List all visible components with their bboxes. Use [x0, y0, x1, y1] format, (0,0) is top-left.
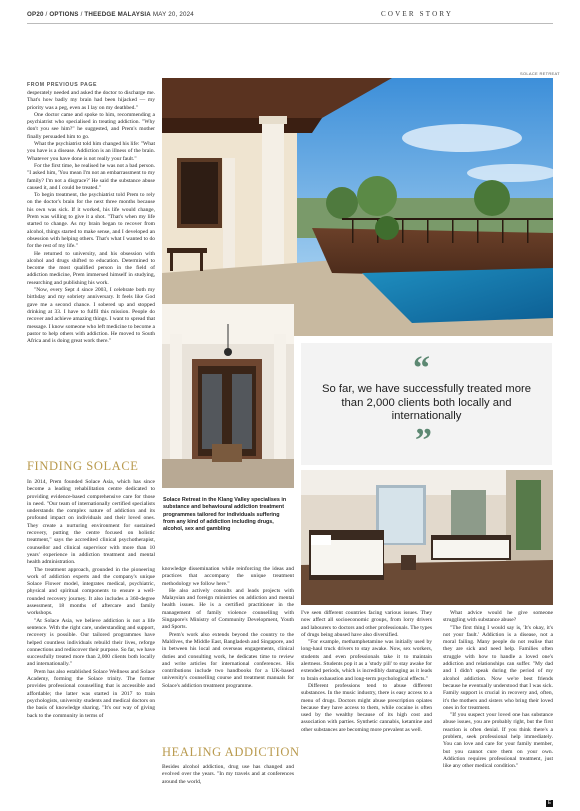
subheading-finding-solace: FINDING SOLACE — [27, 459, 139, 473]
photo-caption: Solace Retreat in the Klang Valley specialises in substance and behavioural addiction treatment programmes tailored for individuals suffering from any kind of addiction including drugs, alcohol, sex and gambling — [163, 497, 287, 533]
section-name: OPTIONS — [49, 11, 79, 18]
publication-name: THEEDGE MALAYSIA — [84, 11, 151, 18]
paragraph: Prem's work also extends beyond the country to the Maldives, the Middle East, Bangladesh and Singapore, and in between his local and overseas engagements, clinical duties and consulting work, he dedicates time to review and write articles for international conferences. His contributions include two handbooks for a UK-based university's counselling course and treatment manuals for Solace's addiction treatment programme. — [162, 631, 294, 689]
article-column-1a — [27, 90, 155, 456]
section-category: COVER STORY — [381, 10, 454, 18]
article-column-2b — [162, 764, 294, 810]
paragraph: He returned to university, and his obsession with alcohol and drugs shifted to education. Determined to become the most qualified person in the field of addiction medicine, Prem immersed himself in studying, researching and publishing his work. — [27, 250, 155, 286]
article-column-1b — [27, 479, 155, 809]
paragraph: "The first thing I would say is, 'It's okay, it's not your fault.' Addiction is a disease, not a moral failing. Many people do not realise that they are sick and need help. Families often struggle with how to handle a loved one's addiction and relationships can suffer. "My dad and I didn't speak during the period of my alcohol addiction. Now we're best friends because he eventually understood that I was sick. Family support is crucial in recovery and, often, it's the mothers and sisters who bring their loved ones in for treatment. — [443, 624, 553, 711]
close-quote-icon: ” — [415, 422, 432, 459]
retreat-entrance-photo — [162, 304, 294, 488]
pull-quote-text: So far, we have successfully treated more than 2,000 clients both locally and internationally — [321, 383, 532, 423]
page-header-left: OP20 / OPTIONS / THEEDGE MALAYSIA MAY 20, 2024 — [27, 11, 194, 18]
photo-credit: SOLACE RETREAT — [520, 71, 560, 76]
paragraph: desperately needed and asked the doctor to discharge me. That's how badly my brain had been hijacked — my priority was a peg, even as I lay on my deathbed." — [27, 90, 155, 111]
end-of-story-mark: E — [547, 800, 552, 806]
paragraph: One doctor came and spoke to him, recommending a psychiatrist who specialised in treating addiction. "Why don't you see him?" he suggested, and Prem's mother finally persuaded him to go. — [27, 111, 155, 140]
paragraph: I've seen different countries facing various issues. They now affect all socioeconomic groups, from lorry drivers and labourers to doctors and other professionals. The types of drugs being abused have also diversified. — [301, 610, 432, 638]
paragraph: To begin treatment, the psychiatrist told Prem to rely on the doctor's brain for the next three months because his own was sick. If it worked, his life would change, Prem was willing to give it a shot. "That's when my life started to change. As my brain began to recover from alcohol, things started to make sense, and I developed an obsession with helping others. That's what I wanted to do for the rest of my life." — [27, 192, 155, 250]
article-column-4 — [443, 610, 553, 810]
open-quote-icon: “ — [413, 350, 430, 387]
paragraph: What the psychiatrist told him changed his life: "What you have is a disease. Addiction is an illness of the brain. Whatever you have done is not really your fault." — [27, 141, 155, 162]
paragraph: "For example, methamphetamine was initially used by long-haul truck drivers to stay awake. Now, sex workers, students and even professionals take it to maintain alertness. Students pop it as a 'study pill' to stay awake for extended periods, which is incredibly damaging as it leads to brain exhaustion and long-term psychological effects." — [301, 639, 432, 682]
header-divider — [27, 23, 553, 24]
continued-label: FROM PREVIOUS PAGE — [27, 82, 98, 88]
article-column-3 — [301, 610, 432, 810]
paragraph: "At Solace Asia, we believe addiction is not a life sentence. With the right care, understanding and support, recovery is possible. Our tailored programmes have helped countless individuals rebuild their lives, reforge connections and rediscover their purpose. So far, we have successfully treated more than 2,000 clients both locally and internationally." — [27, 617, 155, 668]
page-number: OP20 — [27, 11, 44, 18]
paragraph: For the first time, he realised he was not a bad person. "I asked him, 'You mean I'm not an embarrassment to my family? I'm not a disgrace?' He said the substance abuse caused it, and I could be treated." — [27, 162, 155, 191]
paragraph: Prem has also established Solace Wellness and Solace Academy, forming the Solace trinity. The former provides professional counselling that is accessible and affordable; the latter was started in 2017 to train psychologists, university students and medical doctors on the basis of knowledge sharing. "It's our way of giving back to the community in terms of — [27, 668, 155, 719]
paragraph: knowledge dissemination while reinforcing the ideas and practices that accompany the unique treatment methodology we follow here." — [162, 566, 294, 587]
paragraph: He also actively consults and leads projects with Malaysian and foreign ministries on addiction and mental health issues. He is a certified practitioner in the management of family violence counselling with Singapore's Ministry of Community Development, Youth and Sports. — [162, 587, 294, 631]
subheading-healing-addiction: HEALING ADDICTION — [162, 745, 300, 759]
paragraph: Different professions tend to abuse different substances. In the music industry, there is easy access to a menu of drugs. Doctors might abuse prescription opiates because they have access to them, while cocaine is often used by the wealthy because of its high cost and association with parties. Synthetic cannabis, ketamine and other substances are becoming more prevalent as well. — [301, 682, 432, 733]
paragraph: "Now, every Sept 4 since 2003, I celebrate both my birthday and my sobriety anniversary. It feels like God gave me a second chance. I sobered up and stopped drinking at 33. I have to fulfil this mission. People do recover and achieve amazing things. I want to spread that message. I know someone who left medicine to become a pastor to help others with addiction. He moved to South Africa and is doing great work there." — [27, 287, 155, 345]
paragraph: The treatment approach, grounded in the pioneering work of addiction experts and the company's unique Solace Flower model, integrates medical, psychiatric, physical and spiritual components to ensure a well-rounded recovery journey. It also includes a 360-degree assessment, 18 months of aftercare and family workshops. — [27, 566, 155, 617]
issue-date: MAY 20, 2024 — [152, 11, 194, 18]
retreat-terrace-photo — [162, 78, 553, 336]
paragraph: Besides alcohol addiction, drug use has changed and evolved over the years. "In my travels and at conferences around the world, — [162, 764, 294, 785]
paragraph: What advice would he give someone struggling with substance abuse? — [443, 610, 553, 624]
retreat-bedroom-photo — [301, 470, 553, 605]
paragraph: In 2014, Prem founded Solace Asia, which has since become a leading rehabilitation centre dedicated to providing evidence-based comprehensive care for those in need. "Our team of internationally certified specialists understands the complex nature of addiction and its profound impact on individuals and their loved ones. They create a nurturing environment for sustained recovery, putting the centre focused on holistic treatment," says the accredited clinical psychotherapist, counsellor and clinical supervisor with more than 10 years' experience in addiction treatment and mental health administration. — [27, 479, 155, 566]
paragraph: "If you suspect your loved one has substance abuse issues, you are probably right, but the first reaction is often denial. If you think there's a problem, seek professional help immediately. You can love and care for your family member, but you cannot cure them on your own. Addiction requires professional treatment, just like any other medical condition." — [443, 712, 553, 770]
